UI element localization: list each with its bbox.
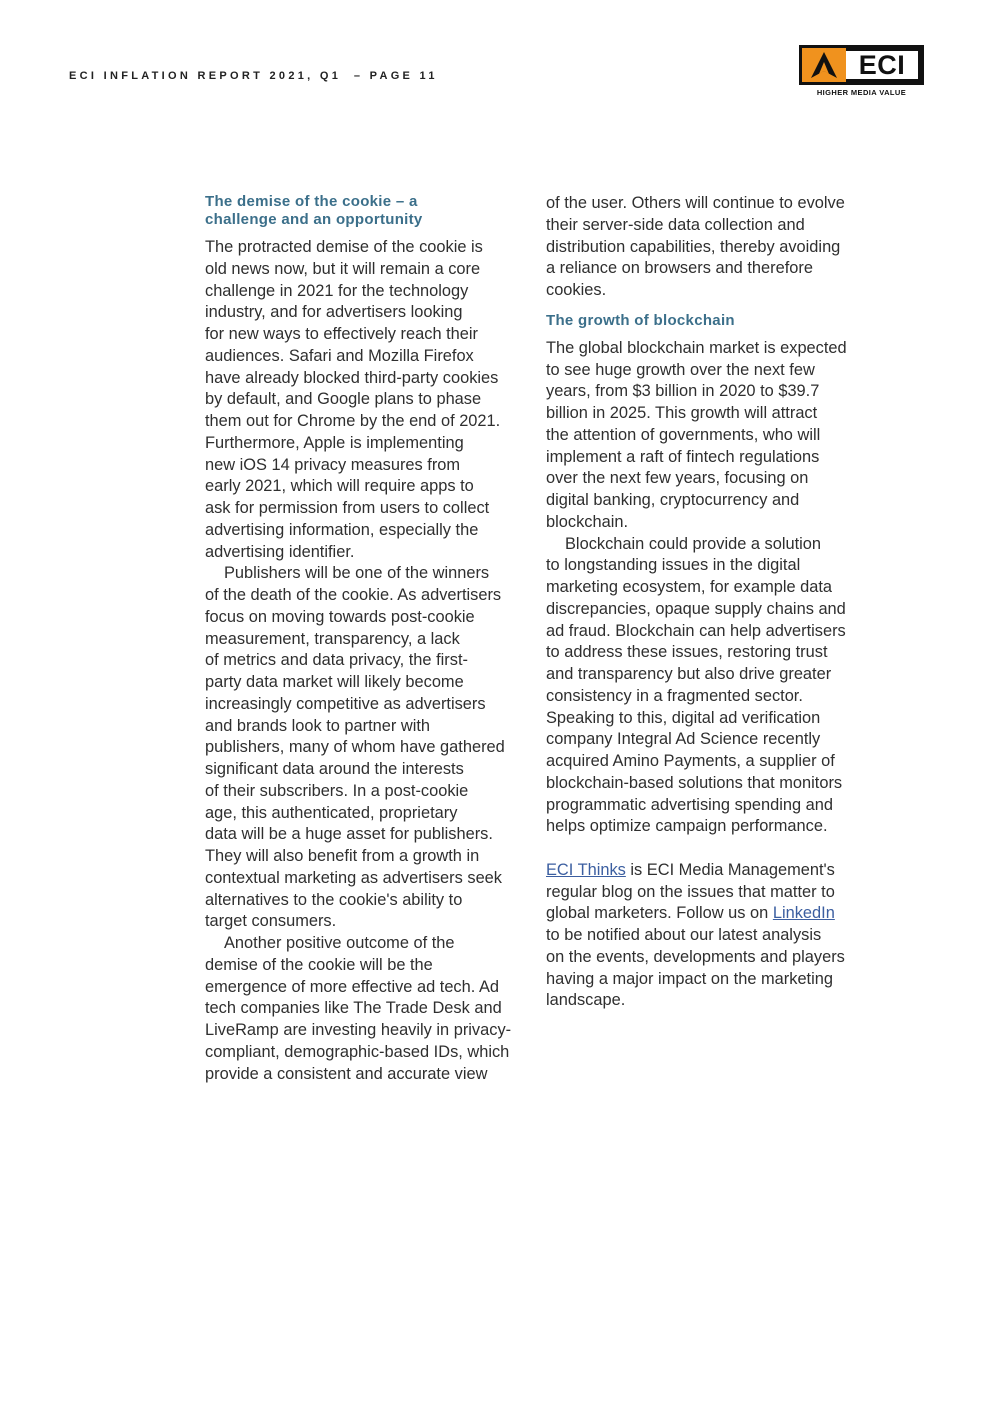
text-line: The global blockchain market is expected [546, 338, 847, 357]
text-line: years, from $3 billion in 2020 to $39.7 [546, 382, 820, 401]
text-line: their server-side data collection and [546, 215, 805, 234]
section-heading [205, 193, 535, 229]
text-line: them out for Chrome by the end of 2021. [205, 412, 501, 430]
logo-tagline: HIGHER MEDIA VALUE [816, 88, 907, 97]
spacer [546, 838, 876, 860]
text-line: tech companies like The Trade Desk and [205, 999, 502, 1018]
text-line: digital banking, cryptocurrency and [546, 491, 800, 509]
text-line: for new ways to effectively reach their [205, 325, 478, 343]
text-line: measurement, transparency, a lack [205, 629, 460, 648]
left-column [205, 193, 535, 1085]
text-line: to address these issues, restoring trust [546, 643, 828, 662]
text-line: compliant, demographic-based IDs, which [205, 1042, 510, 1061]
text-line: Blockchain could provide a solution [565, 534, 822, 553]
text-line: have already blocked third-party cookies [205, 368, 499, 387]
text-line: focus on moving towards post-cookie [205, 607, 475, 626]
text-line: blockchain. [546, 512, 629, 531]
text-line: LiveRamp are investing heavily in privacy- [205, 1021, 512, 1039]
text-line [546, 903, 876, 925]
text-line: landscape. [546, 991, 626, 1010]
text-line: industry, and for advertisers looking [205, 303, 463, 322]
text-line: implement a raft of fintech regulations [546, 447, 820, 466]
text-line: the attention of governments, who will [546, 425, 821, 444]
text-line: early 2021, which will require apps to [205, 477, 474, 496]
text-line: of the user. Others will continue to evolve [546, 194, 845, 212]
running-head: ECI INFLATION REPORT 2021, Q1 – PAGE 11 [69, 70, 438, 82]
text-line: programmatic advertising spending and [546, 795, 833, 814]
logo-wordmark: ECI [846, 51, 918, 79]
paragraph [205, 933, 535, 1085]
right-column [546, 193, 876, 1012]
eci-logo [799, 45, 924, 97]
text-line: cookies. [546, 281, 607, 299]
text-line: provide a consistent and accurate view [205, 1064, 488, 1083]
linkedin-link[interactable]: LinkedIn [772, 904, 835, 923]
text-line: regular blog on the issues that matter to [546, 882, 835, 901]
text-line: acquired Amino Payments, a supplier of [546, 752, 835, 770]
text-line: target consumers. [205, 912, 337, 931]
text-line: Publishers will be one of the winners [224, 564, 490, 583]
text-line: emergence of more effective ad tech. Ad [205, 977, 499, 996]
text-line: new iOS 14 privacy measures from [205, 455, 461, 474]
text-line: discrepancies, opaque supply chains and [546, 599, 846, 618]
text-line: having a major impact on the marketing [546, 969, 833, 988]
section-heading [546, 312, 876, 330]
eci-thinks-link[interactable]: ECI Thinks [546, 860, 626, 879]
heading-line: The growth of blockchain [546, 311, 735, 329]
paragraph [546, 534, 876, 839]
text-line: by default, and Google plans to phase [205, 390, 482, 409]
text-line: age, this authenticated, proprietary [205, 803, 458, 822]
closing-paragraph [546, 860, 876, 1012]
text-line: Speaking to this, digital ad verification [546, 708, 821, 727]
text-line: Furthermore, Apple is implementing [205, 433, 464, 452]
text: is ECI Media Management's [625, 860, 835, 879]
paragraph [205, 563, 535, 933]
text-line: alternatives to the cookie's ability to [205, 890, 463, 909]
text-line: of metrics and data privacy, the first- [205, 651, 468, 670]
text-line: to see huge growth over the next few [546, 360, 815, 379]
text-line: advertising identifier. [205, 542, 355, 561]
spacer [546, 302, 876, 312]
text-line: on the events, developments and players [546, 947, 845, 966]
text-line: helps optimize campaign performance. [546, 817, 828, 836]
text-line: to longstanding issues in the digital [546, 556, 801, 575]
text-line: company Integral Ad Science recently [546, 730, 821, 749]
text-line: a reliance on browsers and therefore [546, 259, 813, 278]
paragraph [546, 338, 876, 534]
text-line: data will be a huge asset for publishers. [205, 825, 493, 844]
paragraph [546, 193, 876, 302]
heading-line: challenge and an opportunity [205, 211, 423, 228]
text-line: audiences. Safari and Mozilla Firefox [205, 346, 474, 365]
text-line: They will also benefit from a growth in [205, 847, 480, 865]
text-line: distribution capabilities, thereby avoiding [546, 237, 841, 256]
text-line: of their subscribers. In a post-cookie [205, 781, 469, 800]
text-line [546, 860, 876, 882]
text-line: advertising information, especially the [205, 520, 479, 539]
text: global marketers. Follow us on [546, 904, 773, 923]
text-line: significant data around the interests [205, 760, 464, 778]
text-line: billion in 2025. This growth will attract [546, 404, 818, 422]
text-line: challenge in 2021 for the technology [205, 281, 469, 300]
text-line: to be notified about our latest analysis [546, 926, 822, 944]
text-line: The protracted demise of the cookie is [205, 238, 483, 256]
text-line: increasingly competitive as advertisers [205, 694, 486, 713]
text-line: old news now, but it will remain a core [205, 259, 481, 278]
heading-line: The demise of the cookie – a [205, 193, 418, 210]
text-line: demise of the cookie will be the [205, 955, 433, 974]
text-line: ask for permission from users to collect [205, 499, 490, 517]
text-line: consistency in a fragmented sector. [546, 686, 803, 705]
text-line: and transparency but also drive greater [546, 665, 832, 683]
text-line: contextual marketing as advertisers seek [205, 868, 502, 887]
paragraph [205, 237, 535, 563]
text-line: marketing ecosystem, for example data [546, 578, 833, 596]
text-line: publishers, many of whom have gathered [205, 738, 505, 757]
text-line: over the next few years, focusing on [546, 469, 809, 488]
logo-a-mark-icon [802, 48, 846, 82]
text-line: ad fraud. Blockchain can help advertisers [546, 621, 846, 640]
text-line: of the death of the cookie. As advertisers [205, 586, 502, 604]
text-line: Another positive outcome of the [224, 934, 455, 952]
text-line: party data market will likely become [205, 673, 464, 691]
text-line: and brands look to partner with [205, 716, 431, 735]
text-line: blockchain-based solutions that monitors [546, 773, 843, 792]
